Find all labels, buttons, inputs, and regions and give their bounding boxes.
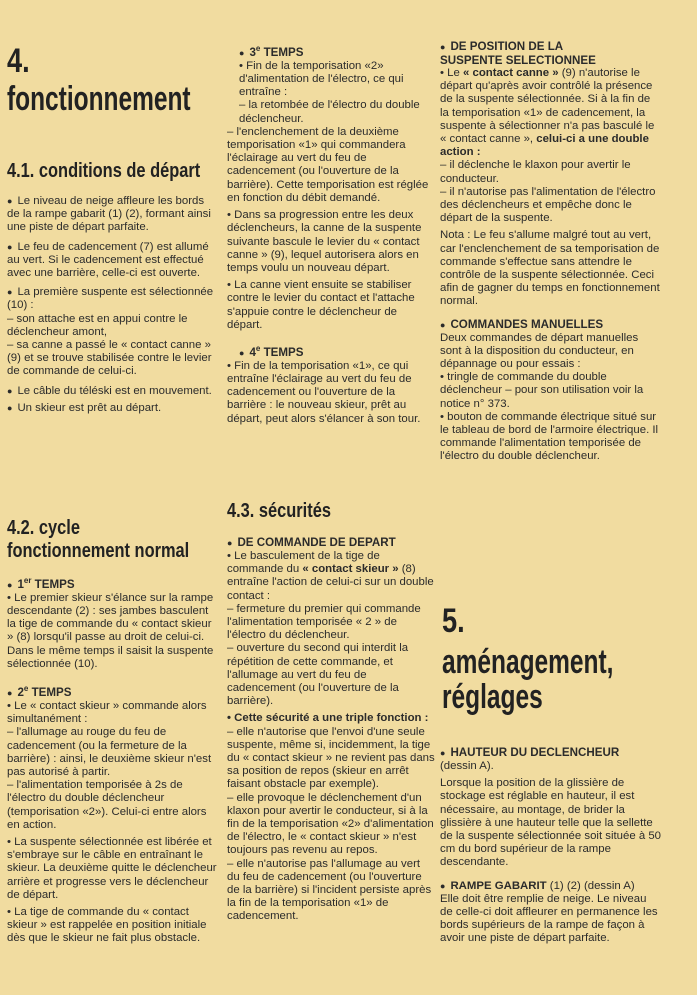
section-4-3-body-col3	[440, 40, 662, 464]
section-5-body	[440, 746, 662, 946]
section-4-1-body	[7, 195, 219, 415]
securite-position-a: – il déclenche le klaxon pour avertir le conducteur.	[440, 159, 631, 185]
section-4-2-body-col2	[227, 42, 435, 426]
securite-position-intro: • Le « contact canne » (9) n'autorise le départ qu'après avoir contrôlé la présence de la suspente sélectionnée. Si à la fin de la temporisation «1» de cadencement, la suspente à sélectionner n'a pas basculé le « contact canne », celui-ci a une double action :	[440, 67, 655, 159]
securite-commande-intro: • Le basculement de la tige de commande du « contact skieur » (8) entraîne l'action de celui-ci sur un double contact :	[227, 550, 434, 602]
commandes-manuelles-a: • tringle de commande du double déclencheur – pour son utilisation voir la notice n° 373.	[440, 371, 644, 410]
temps-3-c: • Dans sa progression entre les deux déclencheurs, la canne de la suspente suivante bascule le levier du « contact canne » (9), lequel autorisera alors en temps voulu un nouveau départ.	[227, 209, 422, 274]
section-5-number: 5.	[442, 602, 465, 640]
condition-suspente: ● La première suspente est sélectionnée (10) :	[7, 286, 219, 312]
temps-3-a: – la retombée de l'électro du double déclencheur.	[239, 99, 420, 125]
securite-position-title-l2: SUSPENTE SELECTIONNEE	[440, 54, 596, 67]
securite-commande-title: ● DE COMMANDE DE DEPART	[227, 536, 435, 550]
securite-commande-b: – ouverture du second qui interdit la répétition de cette commande, et l'allumage au vert du feu de cadencement (ou l'ouverture de la barrière).	[227, 642, 409, 708]
section-5-title-line1: aménagement,	[442, 643, 614, 681]
temps-2-intro: • Le « contact skieur » commande alors simultanément :	[7, 699, 207, 726]
condition-suspente-a: – son attache est en appui contre le déclencheur amont,	[7, 312, 188, 338]
section-4-title: fonctionnement	[7, 80, 191, 118]
securite-position-title-l1: ● DE POSITION DE LA	[440, 40, 662, 54]
temps-3-d: • La canne vient ensuite se stabiliser contre le levier du contact et l'attache s'appuie contre le déclencheur de départ.	[227, 279, 415, 331]
temps-1-title: ● 1er TEMPS	[7, 574, 219, 592]
triple-fonction-2: – elle provoque le déclenchement d'un klaxon pour avertir le conducteur, si à la fin de la temporisation «2» d'alimentation de l'électro, le « contact skieur » n'est toujours pas revenu au repos.	[227, 791, 434, 857]
securite-position-b: – il n'autorise pas l'alimentation de l'électro des déclencheurs et empêche donc le départ de la suspente.	[440, 185, 656, 225]
condition-cable: ● Le câble du téléski est en mouvement.	[7, 385, 219, 398]
section-4-number: 4.	[7, 42, 30, 80]
temps-3-title: ● 3e TEMPS	[227, 42, 435, 60]
section-4-2-heading-line1: 4.2. cycle	[7, 517, 80, 539]
condition-light: ● Le feu de cadencement (7) est allumé au vert. Si le cadencement est effectué avec une barrière, celle-ci est ouverte.	[7, 241, 219, 281]
temps-3-intro: • Fin de la temporisation «2» d'alimentation de l'électro, ce qui entraîne :	[239, 59, 404, 99]
securite-commande-a: – fermeture du premier qui commande l'alimentation temporisée « 2 » de l'électro du déclencheur.	[227, 602, 421, 642]
temps-2-b: – l'alimentation temporisée à 2s de l'électro du double déclencheur (temporisation «2»). Celui-ci entre alors en action.	[7, 779, 207, 831]
temps-4-title: ● 4e TEMPS	[227, 342, 435, 360]
securite-position-note: Nota : Le feu s'allume malgré tout au vert, car l'enclenchement de sa temporisation de commande s'effectue sans attendre le contrôle de la suspente sélectionnée. Ceci afin de gagner du temps en fonctionnement normal.	[440, 229, 660, 308]
temps-2-a: – l'allumage au rouge du feu de cadencement (ou la fermeture de la barrière) : ainsi, le deuxième skieur n'est pas autorisé à partir.	[7, 726, 212, 778]
section-4-1-heading: 4.1. conditions de départ	[7, 160, 201, 182]
rampe-gabarit-title: ● RAMPE GABARIT (1) (2) (dessin A)	[440, 880, 662, 893]
section-5-title-line2: réglages	[442, 678, 543, 716]
commandes-manuelles-title: ● COMMANDES MANUELLES	[440, 318, 662, 332]
hauteur-declencheur-title: ● HAUTEUR DU DECLENCHEUR	[440, 746, 662, 760]
commandes-manuelles-intro: Deux commandes de départ manuelles sont à la disposition du conducteur, en dépannage ou pour essais :	[440, 331, 639, 371]
temps-3-b: – l'enclenchement de la deuxième temporisation «1» qui commandera l'éclairage au vert du feu de cadencement (ou l'ouverture de la barrière). Cette temporisation est réglée en fonction du débit demandé.	[227, 125, 429, 204]
triple-fonction-1: – elle n'autorise que l'envoi d'une seule suspente, même si, incidemment, la tige du « contact skieur » ne revient pas dans sa position de repos (skieur en arrêt faisant obstacle par exemple).	[227, 725, 435, 791]
hauteur-declencheur-text: Lorsque la position de la glissière de stockage est réglable en hauteur, il est nécessaire, au montage, de brider la glissière à une hauteur telle que la sellette de la suspente sélectionnée soit située à 50 cm du bord supérieur de la rampe descendante.	[440, 777, 662, 869]
condition-skier: ● Un skieur est prêt au départ.	[7, 402, 219, 415]
condition-snow-level: ● Le niveau de neige affleure les bords de la rampe gabarit (1) (2), formant ainsi une piste de départ parfaite.	[7, 195, 219, 235]
triple-fonction-title: • Cette sécurité a une triple fonction :	[227, 712, 429, 725]
temps-2-d: • La tige de commande du « contact skieur » est rappelée en position initiale dès que le skieur ne fait plus obstacle.	[7, 905, 207, 945]
section-4-3-body	[227, 536, 435, 924]
condition-suspente-b: – sa canne a passé le « contact canne » (9) et se trouve stabilisée contre le levier de commande de celui-ci.	[7, 339, 212, 378]
hauteur-declencheur-sub: (dessin A).	[440, 760, 494, 772]
section-4-2-body-col1	[7, 574, 219, 946]
temps-2-c: • La suspente sélectionnée est libérée et s'embraye sur le câble en entraînant le skieur. La deuxième quitte le déclencheur arrière et progresse vers le déclencheur de départ.	[7, 835, 217, 901]
triple-fonction-3: – elle n'autorise pas l'allumage au vert du feu de cadencement (ou l'ouverture de la barrière) si l'incident persiste après la fin de la temporisation «1» de cadencement.	[227, 857, 432, 923]
section-4-2-heading-line2: fonctionnement normal	[7, 540, 190, 562]
section-4-3-heading: 4.3. sécurités	[227, 500, 331, 522]
temps-2-title: ● 2e TEMPS	[7, 682, 219, 700]
temps-4-text: • Fin de la temporisation «1», ce qui entraîne l'éclairage au vert du feu de cadencement ou l'ouverture de la barrière : le nouveau skieur, prêt au départ, peut alors s'élancer à son tour.	[227, 359, 421, 425]
commandes-manuelles-b: • bouton de commande électrique situé sur le tableau de bord de l'armoire électrique. Il commande l'alimentation temporisée de l'électro du double déclencheur.	[440, 410, 659, 463]
rampe-gabarit-text: Elle doit être remplie de neige. Le niveau de celle-ci doit affleurer en permanence les bords supérieurs de la rampe de façon à avoir une piste de départ parfaite.	[440, 892, 658, 945]
temps-1-text: • Le premier skieur s'élance sur la rampe descendante (2) : ses jambes basculent la tige de commande du « contact skieur » (8) lorsqu'il passe au droit de celui-ci. Dans le même temps il saisit la suspente sélectionnée (10).	[7, 591, 214, 670]
